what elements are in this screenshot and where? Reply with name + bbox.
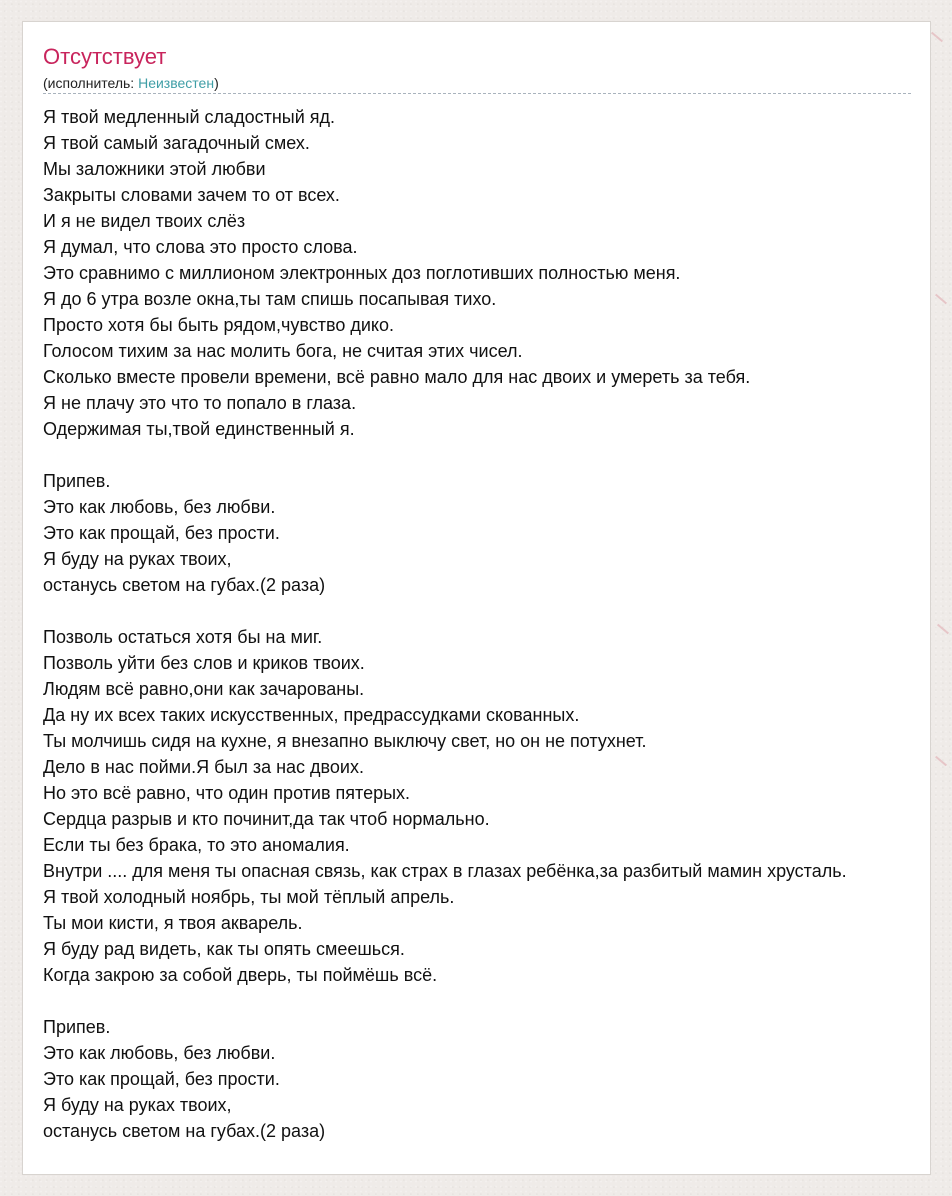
stanza-break xyxy=(43,988,847,1014)
background-decoration-mark xyxy=(937,624,949,635)
background-decoration-mark xyxy=(935,756,947,767)
lyric-line: Я до 6 утра возле окна,ты там спишь посапывая тихо. xyxy=(43,289,497,309)
lyric-line: Голосом тихим за нас молить бога, не считая этих чисел. xyxy=(43,341,523,361)
lyric-line: Дело в нас пойми.Я был за нас двоих. xyxy=(43,757,364,777)
lyric-line: Это сравнимо с миллионом электронных доз поглотивших полностью меня. xyxy=(43,263,681,283)
lyric-line: Закрыты словами зачем то от всех. xyxy=(43,185,340,205)
lyric-line: Ты молчишь сидя на кухне, я внезапно выключу свет, но он не потухнет. xyxy=(43,731,647,751)
lyric-line: Я буду рад видеть, как ты опять смеешься. xyxy=(43,939,405,959)
lyric-line: Мы заложники этой любви xyxy=(43,159,266,179)
lyric-line: Я думал, что слова это просто слова. xyxy=(43,237,358,257)
lyric-line: И я не видел твоих слёз xyxy=(43,211,246,231)
lyric-line: Я твой медленный сладостный яд. xyxy=(43,107,336,127)
lyric-line: Я твой самый загадочный смех. xyxy=(43,133,310,153)
artist-link[interactable]: Неизвестен xyxy=(138,75,215,91)
lyric-line: Если ты без брака, то это аномалия. xyxy=(43,835,350,855)
lyric-line: Когда закрою за собой дверь, ты поймёшь всё. xyxy=(43,965,438,985)
lyric-line: Людям всё равно,они как зачарованы. xyxy=(43,679,365,699)
lyric-line: Это как прощай, без прости. xyxy=(43,1069,280,1089)
lyric-line: Но это всё равно, что один против пятерых. xyxy=(43,783,411,803)
lyric-line: Внутри .... для меня ты опасная связь, как страх в глазах ребёнка,за разбитый мамин хрусталь. xyxy=(43,861,847,881)
artist-line xyxy=(43,74,219,92)
background-decoration-mark xyxy=(935,294,947,305)
artist-prefix: (исполнитель: xyxy=(43,75,139,91)
lyric-line: Это как прощай, без прости. xyxy=(43,523,280,543)
lyric-line: Я буду на руках твоих, xyxy=(43,549,232,569)
lyric-line: Позволь остаться хотя бы на миг. xyxy=(43,627,323,647)
lyric-line: Это как любовь, без любви. xyxy=(43,497,276,517)
lyric-line: Просто хотя бы быть рядом,чувство дико. xyxy=(43,315,394,335)
lyric-line: Я твой холодный ноябрь, ты мой тёплый апрель. xyxy=(43,887,455,907)
lyric-line: Это как любовь, без любви. xyxy=(43,1043,276,1063)
lyric-line: Припев. xyxy=(43,1017,111,1037)
lyric-line: останусь светом на губах.(2 раза) xyxy=(43,1121,326,1141)
lyric-line: Я буду на руках твоих, xyxy=(43,1095,232,1115)
song-title: Отсутствует xyxy=(43,44,167,69)
artist-suffix: ) xyxy=(214,75,219,91)
background-decoration-mark xyxy=(931,32,943,43)
stanza-break xyxy=(43,598,847,624)
lyrics-body xyxy=(43,104,847,1144)
lyric-line: Да ну их всех таких искусственных, предрассудками скованных. xyxy=(43,705,580,725)
lyric-line: Я не плачу это что то попало в глаза. xyxy=(43,393,357,413)
lyric-line: Сердца разрыв и кто починит,да так чтоб нормально. xyxy=(43,809,490,829)
lyric-line: Позволь уйти без слов и криков твоих. xyxy=(43,653,365,673)
stanza-break xyxy=(43,442,847,468)
lyric-line: Одержимая ты,твой единственный я. xyxy=(43,419,355,439)
lyrics-card xyxy=(22,21,931,1175)
lyric-line: Сколько вместе провели времени, всё равно мало для нас двоих и умереть за тебя. xyxy=(43,367,751,387)
lyric-line: Припев. xyxy=(43,471,111,491)
lyric-line: Ты мои кисти, я твоя акварель. xyxy=(43,913,303,933)
lyric-line: останусь светом на губах.(2 раза) xyxy=(43,575,326,595)
title-divider xyxy=(43,93,911,94)
